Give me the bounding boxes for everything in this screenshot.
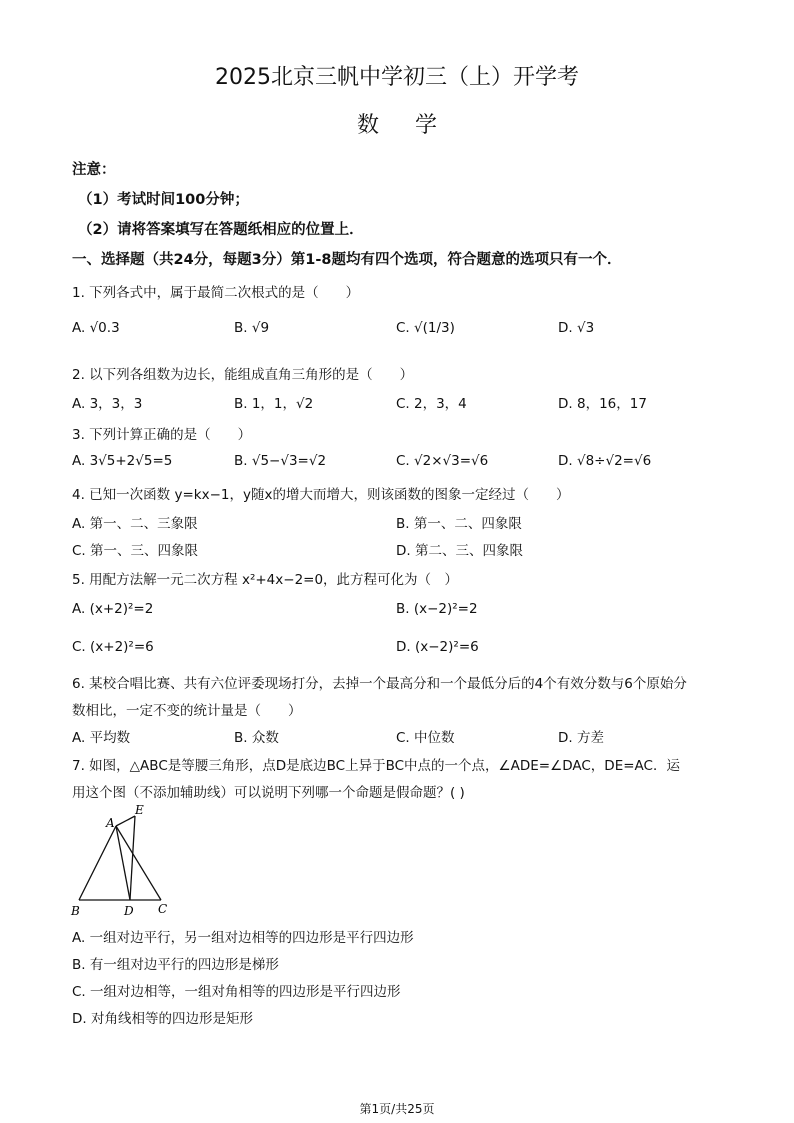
- question-2-stem: 2. 以下列各组数为边长，能组成直角三角形的是（ ）: [72, 367, 414, 383]
- question-4-stem: 4. 已知一次函数 y=kx−1，y随x的增大而增大，则该函数的图象一定经过（ ）: [72, 487, 570, 503]
- segment-ab: [79, 826, 116, 900]
- notice-item-2: （2）请将答案填写在答题纸相应的位置上．: [78, 222, 364, 238]
- question-7-option-a: A. 一组对边平行，另一组对边相等的四边形是平行四边形: [72, 930, 414, 946]
- label-e: E: [135, 803, 144, 817]
- label-c: C: [158, 902, 168, 916]
- label-d: D: [124, 904, 134, 918]
- question-1-option-d: D. √3: [558, 320, 595, 336]
- question-2-option-d: D. 8，16，17: [558, 396, 647, 412]
- question-1-option-b: B. √9: [234, 320, 270, 336]
- question-7-option-b: B. 有一组对边平行的四边形是梯形: [72, 957, 279, 973]
- question-1-option-a: A. √0.3: [72, 320, 120, 336]
- notice-item-1: （1）考试时间100分钟；: [78, 192, 249, 208]
- page-title: 2025北京三帆中学初三（上）开学考: [215, 65, 579, 90]
- question-7-stem-line-2: 用这个图（不添加辅助线）可以说明下列哪一个命题是假命题？( ): [72, 785, 465, 801]
- question-1-option-c: C. √(1/3): [396, 320, 455, 336]
- question-4-option-d: D. 第二、三、四象限: [396, 543, 523, 559]
- triangle-figure: [68, 800, 178, 920]
- question-7-stem-line-1: 7. 如图，△ABC是等腰三角形，点D是底边BC上异于BC中点的一个点，∠ADE=∠DAC，DE=AC．运: [72, 758, 680, 774]
- notice-heading: 注意：: [72, 162, 116, 178]
- question-4-option-a: A. 第一、二、三象限: [72, 516, 198, 532]
- question-6-stem-line-2: 数相比，一定不变的统计量是（ ）: [72, 703, 302, 719]
- question-6-stem-line-1: 6. 某校合唱比赛、共有六位评委现场打分，去掉一个最高分和一个最低分后的4个有效分数与6个原始分: [72, 676, 687, 692]
- question-3-option-a: A. 3√5+2√5=5: [72, 453, 173, 469]
- question-3-option-d: D. √8÷√2=√6: [558, 453, 652, 469]
- page-footer: 第1页/共25页: [359, 1102, 435, 1116]
- question-1-stem: 1. 下列各式中，属于最简二次根式的是（ ）: [72, 285, 360, 301]
- question-5-option-b: B. (x−2)²=2: [396, 601, 478, 617]
- subject-title: 数学: [356, 113, 473, 138]
- question-2-option-a: A. 3，3，3: [72, 396, 143, 412]
- question-3-option-b: B. √5−√3=√2: [234, 453, 327, 469]
- question-7-option-d: D. 对角线相等的四边形是矩形: [72, 1011, 253, 1027]
- question-2-option-b: B. 1，1，√2: [234, 396, 314, 412]
- question-6-option-c: C. 中位数: [396, 730, 455, 746]
- label-b: B: [71, 904, 80, 918]
- label-a: A: [106, 816, 115, 830]
- segment-de: [130, 816, 135, 900]
- question-3-option-c: C. √2×√3=√6: [396, 453, 489, 469]
- question-3-stem: 3. 下列计算正确的是（ ）: [72, 427, 252, 443]
- question-2-option-c: C. 2，3，4: [396, 396, 467, 412]
- question-6-option-a: A. 平均数: [72, 730, 131, 746]
- question-4-option-b: B. 第一、二、四象限: [396, 516, 522, 532]
- question-5-stem: 5. 用配方法解一元二次方程 x²+4x−2=0，此方程可化为（ ）: [72, 572, 459, 588]
- question-5-option-a: A. (x+2)²=2: [72, 601, 154, 617]
- question-5-option-c: C. (x+2)²=6: [72, 639, 154, 655]
- segment-ae: [116, 816, 135, 826]
- question-6-option-d: D. 方差: [558, 730, 604, 746]
- section-heading: 一、选择题（共24分，每题3分）第1-8题均有四个选项，符合题意的选项只有一个．: [72, 252, 622, 268]
- question-6-option-b: B. 众数: [234, 730, 279, 746]
- question-7-option-c: C. 一组对边相等，一组对角相等的四边形是平行四边形: [72, 984, 401, 1000]
- question-4-option-c: C. 第一、三、四象限: [72, 543, 199, 559]
- question-5-option-d: D. (x−2)²=6: [396, 639, 479, 655]
